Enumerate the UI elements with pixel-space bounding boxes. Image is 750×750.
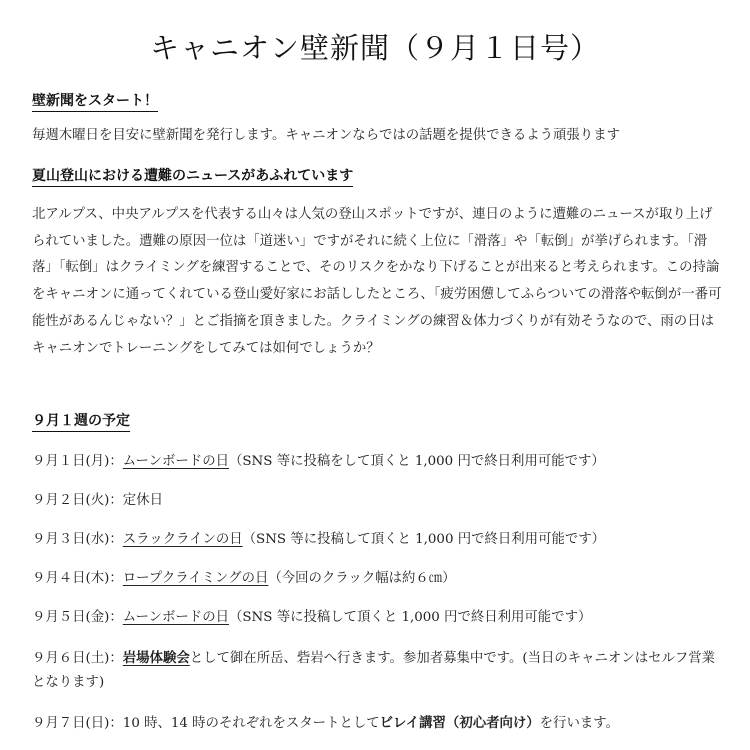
schedule-heading: ９月１週の予定: [32, 412, 130, 432]
news-heading: 夏山登山における遭難のニュースがあふれています: [32, 167, 353, 187]
schedule-item-sep4: [32, 567, 722, 591]
schedule-event: 岩場体験会: [122, 650, 190, 666]
schedule-date: ９月７日(日)：: [32, 716, 123, 731]
schedule-note: を行います。: [539, 716, 619, 731]
schedule-pre: 10 時、14 時のそれぞれをスタートとして: [122, 716, 380, 731]
schedule-item-sep6: [32, 646, 722, 695]
schedule-date: ９月４日(木)：: [32, 571, 123, 586]
schedule-date: ９月６日(土)：: [32, 651, 123, 666]
schedule-date: ９月３日(水)：: [32, 532, 123, 547]
schedule-event: ビレイ講習（初心者向け）: [379, 715, 540, 731]
page-title: キャニオン壁新聞（９月１日号）: [149, 31, 600, 65]
schedule-item-sep1: [32, 450, 722, 474]
intro-body: 毎週木曜日を目安に壁新聞を発行します。キャニオンならではの話題を提供できるよう頑張ります: [32, 128, 620, 143]
schedule-event: ムーンボードの日: [122, 454, 229, 469]
schedule-note: （SNS 等に投稿をして頂くと 1,000 円で終日利用可能です）: [228, 454, 605, 469]
schedule-note: （SNS 等に投稿して頂くと 1,000 円で終日利用可能です）: [228, 610, 592, 625]
schedule-item-sep2: [32, 489, 722, 513]
schedule-event: スラックラインの日: [122, 532, 243, 547]
schedule-item-sep7: [32, 711, 722, 736]
schedule-date: ９月１日(月)：: [32, 454, 123, 469]
intro-heading: 壁新聞をスタート！: [32, 92, 158, 112]
schedule-note: （SNS 等に投稿して頂くと 1,000 円で終日利用可能です）: [242, 532, 606, 547]
schedule-item-sep3: [32, 528, 722, 552]
schedule-event: ムーンボードの日: [122, 610, 229, 625]
news-body: 北アルプス、中央アルプスを代表する山々は人気の登山スポットですが、連日のように遭難のニュースが取り上げられていました。遭難の原因一位は「道迷い」ですがそれに続く上位に「滑落」や「転倒」が挙げられます。「滑落」「転倒」はクライミングを練習することで、そのリスクをかなり下げることが出来ると考えられます。この持論をキャニオンに通ってくれている登山愛好家にお話ししたところ、「疲労困憊してふらついての滑落や転倒が一番可能性があるんじゃない？」とご指摘を頂きました。クライミングの練習＆体力づくりが有効そうなので、雨の日はキャニオンでトレーニングをしてみては如何でしょうか？: [32, 207, 722, 356]
schedule-item-sep5: [32, 606, 722, 630]
schedule-note: 定休日: [122, 493, 163, 508]
schedule-event: ロープクライミングの日: [122, 571, 269, 586]
schedule-note: として御在所岳、砦岩へ行きます。参加者募集中です。(当日のキャニオンはセルフ営業となります): [32, 651, 716, 690]
schedule-date: ９月５日(金)：: [32, 610, 123, 625]
schedule-date: ９月２日(火)：: [32, 493, 123, 508]
schedule-note: （今回のクラック幅は約６㎝）: [268, 571, 456, 586]
